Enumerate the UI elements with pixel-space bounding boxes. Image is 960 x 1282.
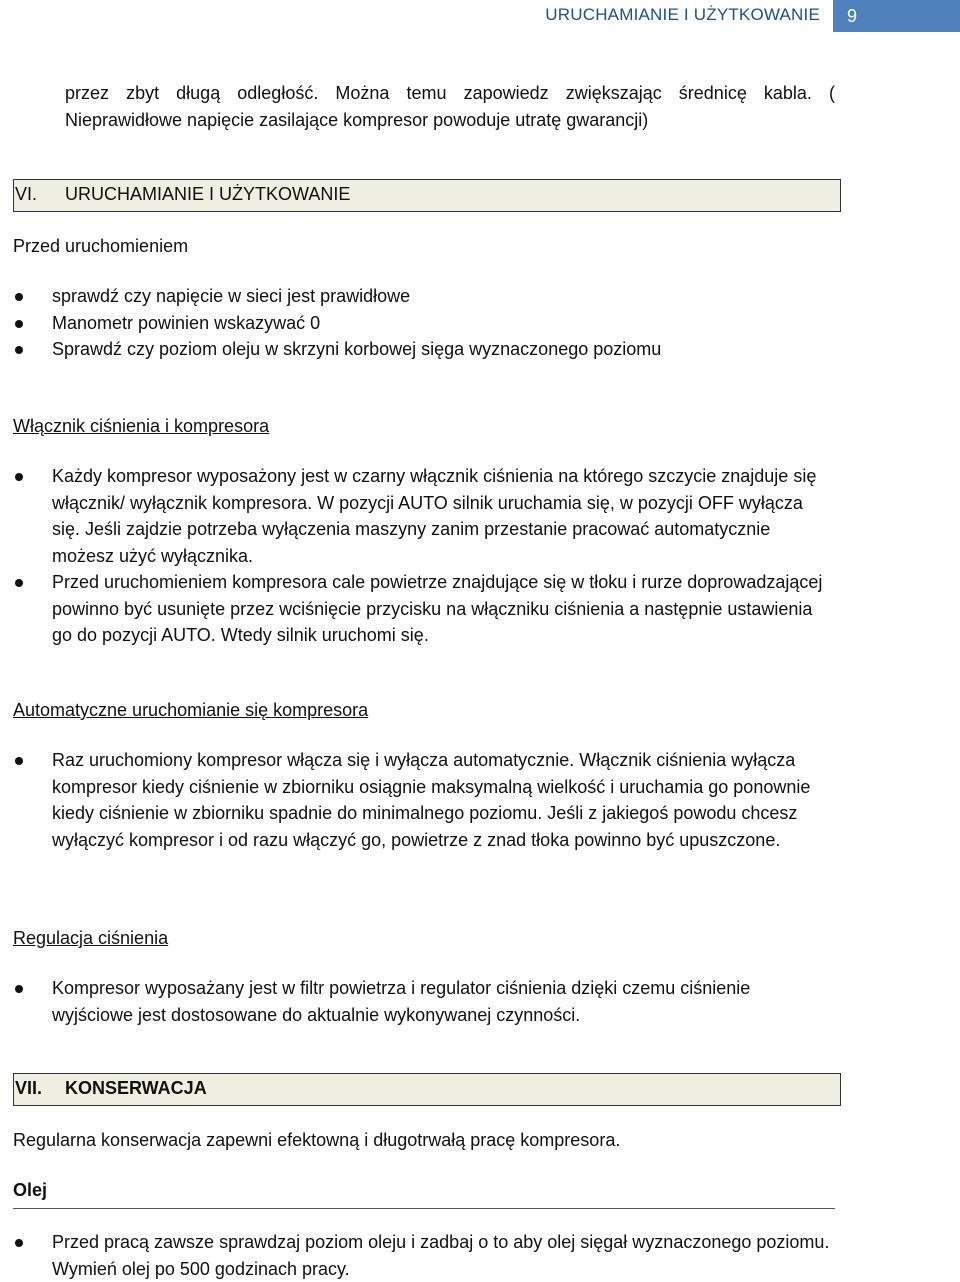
divider-line [13,1208,835,1209]
list-item: Manometr powinien wskazywać 0 [0,310,832,337]
bullet-icon [15,320,23,328]
list-before-start [0,283,960,363]
section-7-title: KONSERWACJA [65,1078,207,1098]
list-pressure-regulation [0,975,960,1028]
maintenance-intro: Regularna konserwacja zapewni efektowną i długotrwałą pracę kompresora. [13,1130,621,1150]
list-item: Kompresor wyposażany jest w filtr powietrza i regulator ciśnienia dzięki czemu ciśnienie wyjściowe jest dostosowane do aktualnie wykonywanej czynności. [0,975,832,1028]
list-item: Przed pracą zawsze sprawdzaj poziom oleju i zadbaj o to aby olej sięgał wyznaczonego poziomu. Wymień olej po 500 godzinach pracy. [0,1229,832,1282]
list-item: Raz uruchomiony kompresor włącza się i wyłącza automatycznie. Włącznik ciśnienia wyłącza kompresor kiedy ciśnienie w zbiorniku osiągnie maksymalną wielkość i uruchamia go ponownie kiedy ciśnienie w zbiorniku spadnie do minimalnego poziomu. Jeśli z jakiegoś powodu chcesz wyłączyć kompresor i od razu włączyć go, powietrze z znad tłoka powinno być upuszczone. [0,747,832,853]
list-item: Przed uruchomieniem kompresora cale powietrze znajdujące się w tłoku i rurze doprowadzającej powinno być usunięte przez wciśnięcie przycisku na włączniku ciśnienia a następnie ustawienia go do pozycji AUTO. Wtedy silnik uruchomi się. [0,569,832,649]
section-6-heading [13,179,841,212]
section-7-heading [13,1073,841,1106]
subheading-pressure-switch: Włącznik ciśnienia i kompresora [13,416,270,436]
subheading-oil: Olej [13,1180,48,1200]
bullet-icon [15,579,23,587]
page-number: 9 [847,6,858,26]
section-6-title: URUCHAMIANIE I UŻYTKOWANIE [65,184,351,204]
header-title: URUCHAMIANIE I UŻYTKOWANIE [545,5,820,24]
bullet-icon [15,293,23,301]
list-auto-start [0,747,960,853]
list-item: Każdy kompresor wyposażony jest w czarny włącznik ciśnienia na którego szczycie znajduje się włącznik/ wyłącznik kompresora. W pozycji AUTO silnik uruchamia się, w pozycji OFF wyłącza się. Jeśli zajdzie potrzeba wyłączenia maszyny zanim przestanie pracować automatycznie możesz użyć wyłącznika. [0,463,832,569]
bullet-icon [15,757,23,765]
list-item: sprawdź czy napięcie w sieci jest prawidłowe [0,283,832,310]
bullet-icon [15,473,23,481]
bullet-icon [15,985,23,993]
list-pressure-switch [0,463,960,649]
subheading-before-start: Przed uruchomieniem [13,236,189,256]
section-7-number: VII. [15,1078,43,1098]
subheading-auto-start: Automatyczne uruchomianie się kompresora [13,700,369,720]
list-oil [0,1229,960,1282]
page-header [0,0,960,32]
page-number-badge [833,0,960,32]
list-item: Sprawdź czy poziom oleju w skrzyni korbowej sięga wyznaczonego poziomu [0,336,832,363]
bullet-icon [15,1239,23,1247]
section-6-number: VI. [15,184,38,204]
intro-paragraph: przez zbyt długą odległość. Można temu zapowiedz zwiększając średnicę kabla. ( Nieprawidłowe napięcie zasilające kompresor powoduje utratę gwarancji) [65,83,835,130]
subheading-pressure-regulation: Regulacja ciśnienia [13,928,169,948]
bullet-icon [15,346,23,354]
